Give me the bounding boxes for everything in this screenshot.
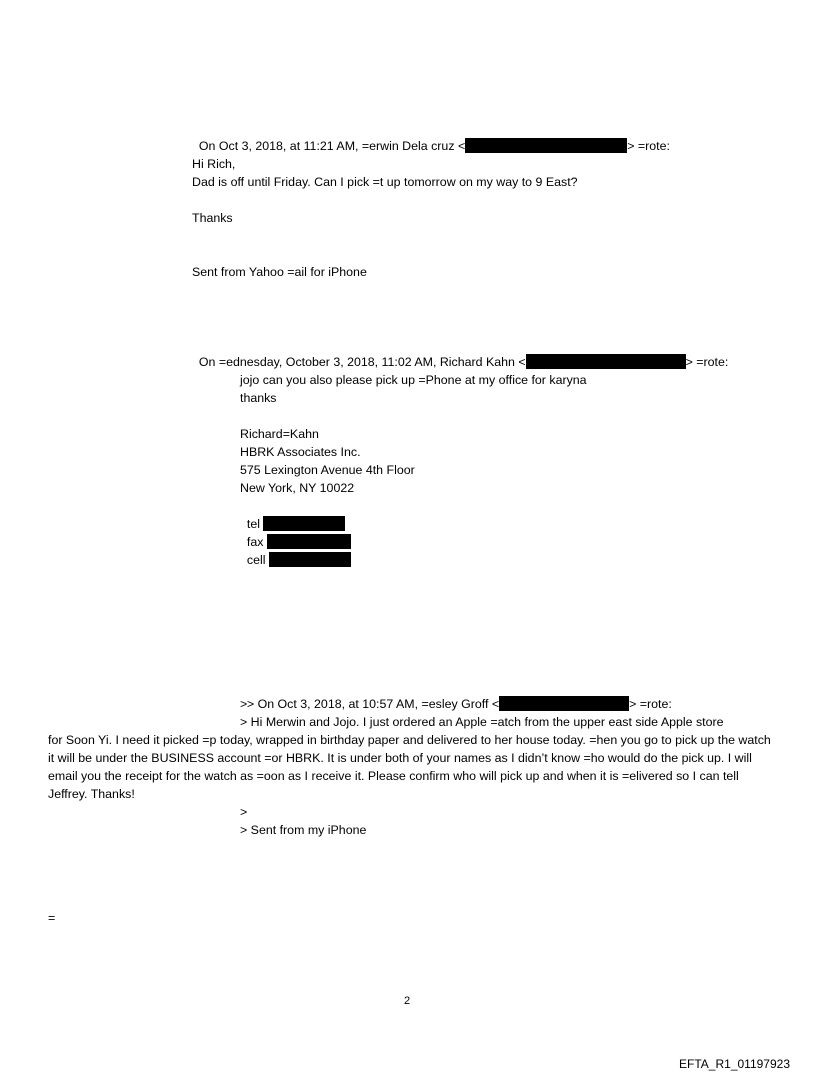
page-number: 2 — [404, 995, 411, 1007]
email2-sig-address1: 575 Lexington Avenue 4th Floor — [240, 463, 415, 477]
email3-header — [240, 677, 672, 713]
email1-body: Dad is off until Friday. Can I pick =t up tomorrow on my way to 9 East? — [192, 175, 578, 189]
email3-quote-blank-2: > — [240, 805, 248, 819]
email2-sig-fax-label: fax — [246, 535, 264, 549]
email2-body-line1: jojo can you also please pick up =Phone at my office for karyna — [240, 373, 587, 387]
email3-redacted-address — [499, 696, 629, 711]
email2-sig-company: HBRK Associates Inc. — [240, 445, 361, 459]
email1-greeting: Hi Rich, — [192, 157, 236, 171]
email1-redacted-address — [465, 138, 627, 153]
email2-redacted-cell — [269, 552, 351, 567]
email2-sig-name: Richard=Kahn — [240, 427, 319, 441]
document-id-footer: EFTA_R1_01197923 — [679, 1057, 790, 1071]
email2-redacted-address — [526, 354, 686, 369]
email2-sig-tel-label: tel — [246, 517, 260, 531]
email2-body-line2: thanks — [240, 391, 277, 405]
email2-header-prefix: On =ednesday, October 3, 2018, 11:02 AM, Richard Kahn < — [198, 355, 526, 369]
email2-sig-address2: New York, NY 10022 — [240, 481, 355, 495]
email1-header — [192, 119, 670, 155]
trailing-mark: = — [48, 911, 56, 925]
email2-header-suffix: > =rote: — [685, 355, 729, 369]
email3-header-prefix: > On Oct 3, 2018, at 10:57 AM, =esley Groff < — [246, 697, 500, 711]
email1-closing: Thanks — [192, 211, 233, 225]
email1-header-suffix: > =rote: — [627, 139, 670, 153]
email3-body-first-line: > Hi Merwin and Jojo. I just ordered an Apple =atch from the upper east side Apple store — [240, 715, 724, 729]
email1-signature: Sent from Yahoo =ail for iPhone — [192, 265, 367, 279]
email2-header — [192, 335, 728, 371]
email3-header-suffix: > =rote: — [629, 697, 672, 711]
email3-quote-blank-1: > — [240, 697, 248, 711]
email3-signature: > Sent from my iPhone — [240, 823, 367, 837]
email3-body-wrapped: for Soon Yi. I need it picked =p today, wrapped in birthday paper and delivered to her house today. =hen you go to pick up the watch it will be under the BUSINESS account =or HBRK. It is under both of your names as I didn’t know =ho would do the pick up. I will email you the receipt for the watch as =oon as I receive it. Please confirm who will pick up and when it is =elivered so I can tell Jeffrey. Thanks! — [48, 733, 771, 801]
email2-sig-cell — [240, 533, 351, 569]
email2-sig-cell-label: cell — [246, 553, 266, 567]
email1-header-prefix: On Oct 3, 2018, at 11:21 AM, =erwin Dela cruz < — [198, 139, 466, 153]
